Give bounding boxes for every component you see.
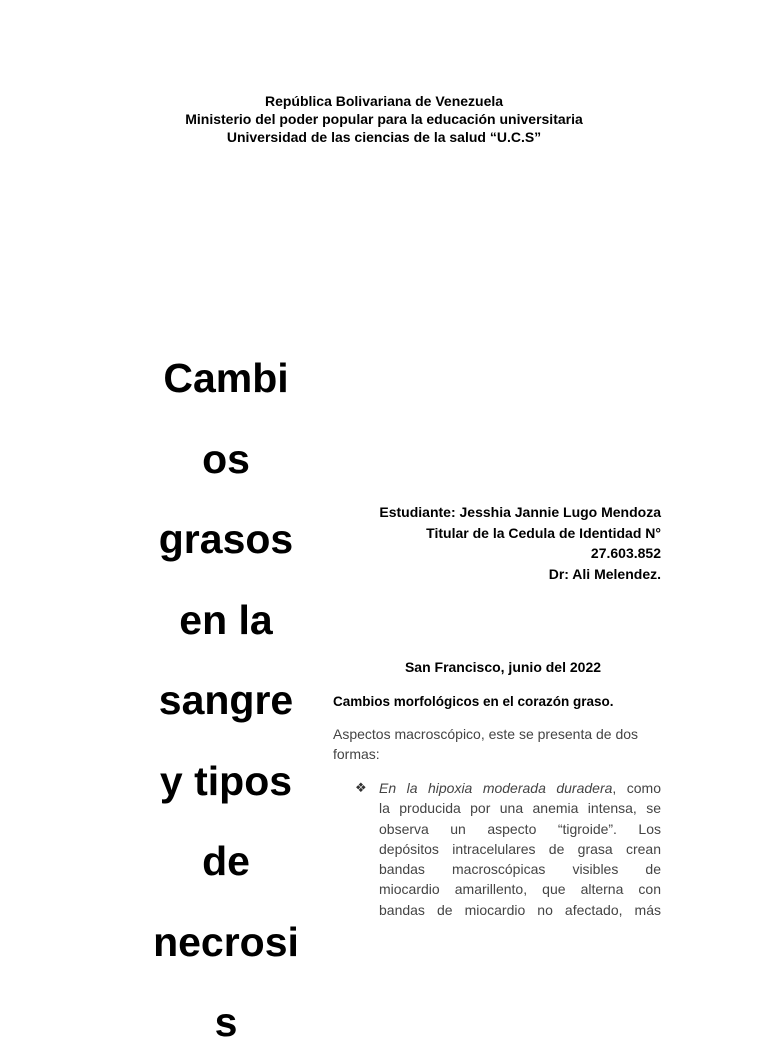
- student-name: Estudiante: Jesshia Jannie Lugo Mendoza: [379, 504, 661, 520]
- bullet-line: bandas de miocardio no afectado, más: [379, 901, 661, 918]
- id-label: Titular de la Cedula de Identidad N°: [426, 524, 661, 541]
- diamond-bullet-icon: ❖: [355, 780, 367, 795]
- place-date: San Francisco, junio del 2022: [404, 659, 602, 675]
- document-title: [140, 338, 312, 1063]
- institution-header: [0, 92, 768, 146]
- id-number: 27.603.852: [590, 545, 661, 561]
- bullet-line: la producida por una anemia intensa, se: [379, 800, 661, 817]
- section-heading: Cambios morfológicos en el corazón graso.: [333, 694, 614, 709]
- title-line: y tipos: [159, 757, 293, 804]
- bullet-italic-lead: En la hipoxia moderada duradera: [379, 780, 613, 796]
- title-line: de: [202, 838, 250, 884]
- bullet-line-rest: , como: [612, 780, 661, 796]
- title-line: Cambi: [163, 355, 289, 401]
- header-university: Universidad de las ciencias de la salud “U.C.S”: [226, 129, 542, 145]
- bullet-line: bandas macroscópicas visibles de: [379, 861, 661, 878]
- header-ministry: Ministerio del poder popular para la educación universitaria: [185, 111, 583, 127]
- title-line: sangre: [158, 677, 294, 723]
- bullet-line: observa un aspecto “tigroide”. Los: [379, 820, 661, 837]
- header-country: República Bolivariana de Venezuela: [264, 93, 504, 109]
- bullet-line: depósitos intracelulares de grasa crean: [379, 840, 661, 857]
- intro-paragraph: Aspectos macroscópico, este se presenta de dos formas:: [333, 726, 639, 763]
- title-line: en la: [179, 596, 273, 643]
- bullet-text: [379, 778, 661, 920]
- bullet-line: [379, 778, 661, 798]
- title-line: grasos: [158, 516, 294, 562]
- doctor-name: Dr: Ali Melendez.: [548, 565, 661, 582]
- title-line: s: [214, 999, 238, 1045]
- title-line: os: [202, 435, 250, 482]
- title-line: necrosi: [153, 918, 299, 965]
- student-info: [340, 502, 661, 584]
- bullet-line: miocardio amarillento, que alterna con: [379, 881, 661, 898]
